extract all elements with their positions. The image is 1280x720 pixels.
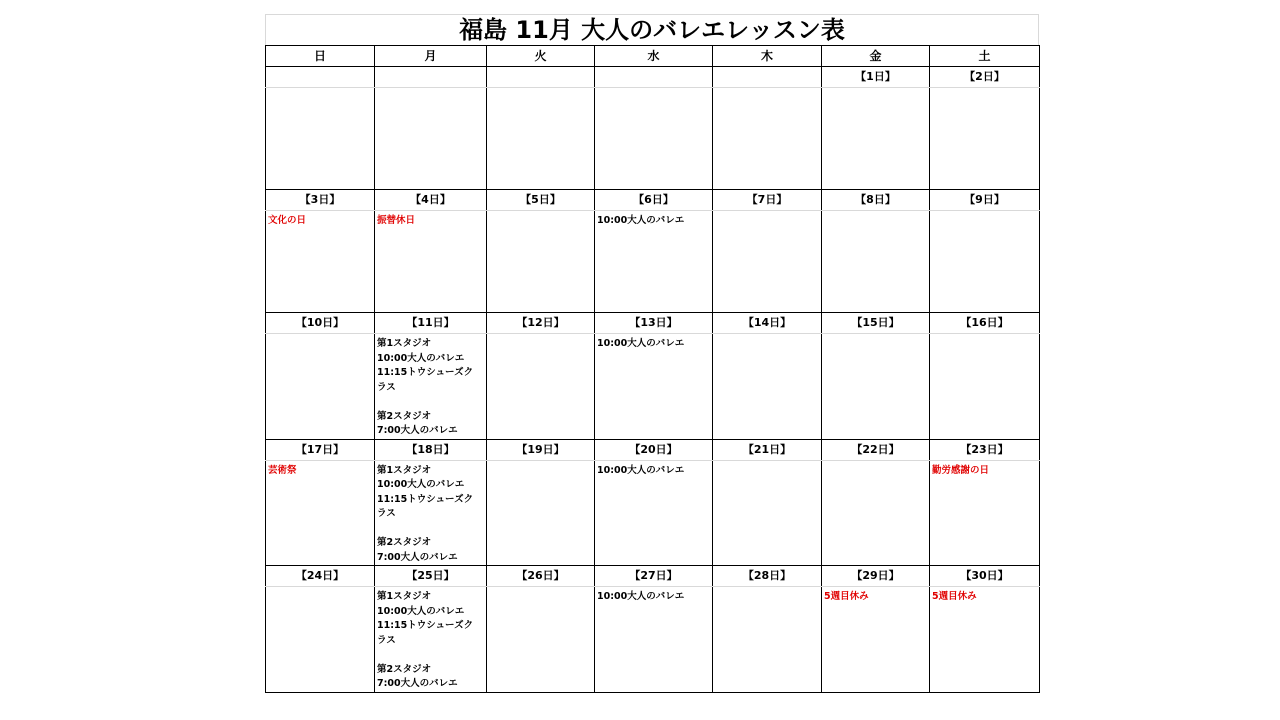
day-cell (487, 334, 595, 440)
lesson-entry: 10:00大人のバレエ (597, 338, 685, 349)
day-notes (713, 88, 821, 91)
day-number: 【16日】 (930, 313, 1040, 334)
day-cell (266, 460, 375, 566)
day-notes (930, 211, 1039, 214)
day-cell (266, 88, 375, 190)
day-notes (375, 587, 486, 692)
day-notes (930, 334, 1039, 337)
day-notes (266, 587, 374, 590)
date-row (266, 190, 1040, 211)
day-notes (266, 461, 374, 479)
day-number: 【20日】 (595, 439, 713, 460)
weekday-sat: 土 (930, 46, 1040, 67)
day-number: 【5日】 (487, 190, 595, 211)
day-cell (822, 587, 930, 693)
holiday-label: 振替休日 (377, 215, 416, 226)
date-row (266, 313, 1040, 334)
lesson-entry: 11:15トウシューズク ラス (377, 367, 474, 393)
holiday-label: 文化の日 (268, 215, 307, 226)
day-notes (487, 587, 594, 590)
date-row (266, 67, 1040, 88)
day-number: 【6日】 (595, 190, 713, 211)
day-number (595, 67, 713, 88)
lesson-entry: 第2スタジオ (377, 537, 432, 548)
day-cell (595, 334, 713, 440)
day-number: 【28日】 (713, 566, 822, 587)
lesson-entry: 10:00大人のバレエ (377, 605, 465, 617)
day-number (266, 67, 375, 88)
day-cell (266, 334, 375, 440)
day-number: 【22日】 (822, 439, 930, 460)
day-number: 【9日】 (930, 190, 1040, 211)
holiday-label: 5週目休み (824, 591, 869, 602)
day-notes (375, 211, 486, 229)
day-notes (822, 334, 929, 337)
lesson-entry: 10:00大人のバレエ (597, 464, 685, 476)
lesson-entry: 第1スタジオ (377, 591, 432, 602)
day-cell (487, 88, 595, 190)
day-cell (822, 334, 930, 440)
day-number: 【30日】 (930, 566, 1040, 587)
day-number: 【23日】 (930, 439, 1040, 460)
day-notes (822, 88, 929, 91)
day-cell (266, 211, 375, 313)
day-number: 【24日】 (266, 566, 375, 587)
day-notes (487, 461, 594, 464)
day-cell (266, 587, 375, 693)
calendar-table (265, 45, 1040, 693)
day-cell (487, 211, 595, 313)
day-cell (930, 211, 1040, 313)
day-number: 【8日】 (822, 190, 930, 211)
lesson-entry: 10:00大人のバレエ (377, 479, 465, 490)
day-notes (487, 211, 594, 214)
day-notes (375, 88, 486, 91)
schedule-row (266, 587, 1040, 693)
weekday-fri: 金 (822, 46, 930, 67)
day-number: 【21日】 (713, 439, 822, 460)
weekday-thu: 木 (713, 46, 822, 67)
day-cell (930, 587, 1040, 693)
day-notes (930, 461, 1039, 479)
lesson-schedule-sheet (265, 14, 1039, 693)
day-notes (595, 461, 712, 479)
holiday-label: 芸術祭 (268, 464, 297, 476)
day-number: 【18日】 (375, 439, 487, 460)
schedule-row (266, 211, 1040, 313)
day-notes (713, 211, 821, 214)
day-notes (595, 587, 712, 605)
day-cell (595, 587, 713, 693)
day-cell (375, 460, 487, 566)
lesson-entry: 10:00大人のバレエ (377, 352, 465, 364)
weekday-tue: 火 (487, 46, 595, 67)
lesson-entry: 10:00大人のバレエ (597, 591, 685, 602)
day-number: 【19日】 (487, 439, 595, 460)
weekday-sun: 日 (266, 46, 375, 67)
day-cell (930, 88, 1040, 190)
day-notes (595, 334, 712, 352)
day-cell (822, 88, 930, 190)
date-row (266, 439, 1040, 460)
weekday-header-row (266, 46, 1040, 67)
lesson-entry: 7:00大人のバレエ (377, 551, 458, 563)
lesson-entry: 11:15トウシューズク ラス (377, 620, 474, 646)
day-cell (375, 587, 487, 693)
day-notes (266, 334, 374, 337)
day-notes (713, 334, 821, 337)
day-notes (375, 461, 486, 566)
schedule-row (266, 334, 1040, 440)
day-notes (266, 88, 374, 91)
day-number: 【25日】 (375, 566, 487, 587)
weekday-mon: 月 (375, 46, 487, 67)
day-number: 【1日】 (822, 67, 930, 88)
day-cell (595, 211, 713, 313)
day-cell (713, 334, 822, 440)
day-cell (713, 88, 822, 190)
lesson-entry: 第2スタジオ (377, 663, 432, 675)
lesson-entry (377, 648, 486, 663)
day-notes (375, 334, 486, 439)
day-cell (375, 211, 487, 313)
lesson-entry (377, 522, 486, 537)
day-number: 【11日】 (375, 313, 487, 334)
page-title: 福島 11月 大人のバレエレッスン表 (265, 14, 1039, 45)
day-notes (713, 461, 821, 464)
day-cell (713, 211, 822, 313)
day-cell (375, 334, 487, 440)
day-notes (266, 211, 374, 229)
lesson-entry: 第2スタジオ (377, 410, 432, 422)
day-number (375, 67, 487, 88)
lesson-entry: 7:00大人のバレエ (377, 425, 458, 436)
lesson-entry: 10:00大人のバレエ (597, 215, 685, 226)
day-number: 【29日】 (822, 566, 930, 587)
day-number: 【17日】 (266, 439, 375, 460)
day-notes (930, 88, 1039, 91)
day-notes (713, 587, 821, 590)
day-cell (930, 460, 1040, 566)
day-number: 【13日】 (595, 313, 713, 334)
day-cell (487, 460, 595, 566)
day-notes (822, 211, 929, 214)
lesson-entry: 第1スタジオ (377, 338, 432, 349)
day-notes (595, 211, 712, 229)
day-number: 【27日】 (595, 566, 713, 587)
day-cell (930, 334, 1040, 440)
day-cell (822, 460, 930, 566)
day-number: 【10日】 (266, 313, 375, 334)
date-row (266, 566, 1040, 587)
lesson-entry (377, 395, 486, 410)
day-number: 【3日】 (266, 190, 375, 211)
lesson-entry: 7:00大人のバレエ (377, 678, 458, 689)
day-number: 【2日】 (930, 67, 1040, 88)
day-cell (822, 211, 930, 313)
day-notes (822, 587, 929, 605)
day-cell (595, 88, 713, 190)
day-notes (822, 461, 929, 464)
day-notes (930, 587, 1039, 605)
day-notes (595, 88, 712, 91)
day-notes (487, 334, 594, 337)
lesson-entry: 第1スタジオ (377, 464, 432, 476)
weekday-wed: 水 (595, 46, 713, 67)
day-number: 【7日】 (713, 190, 822, 211)
day-number: 【12日】 (487, 313, 595, 334)
schedule-row (266, 88, 1040, 190)
day-cell (595, 460, 713, 566)
day-number (487, 67, 595, 88)
holiday-label: 5週目休み (932, 591, 977, 602)
day-cell (713, 460, 822, 566)
day-number: 【15日】 (822, 313, 930, 334)
day-notes (487, 88, 594, 91)
day-cell (375, 88, 487, 190)
day-cell (713, 587, 822, 693)
lesson-entry: 11:15トウシューズク ラス (377, 493, 474, 519)
schedule-row (266, 460, 1040, 566)
day-cell (487, 587, 595, 693)
day-number: 【4日】 (375, 190, 487, 211)
day-number (713, 67, 822, 88)
day-number: 【14日】 (713, 313, 822, 334)
holiday-label: 勤労感謝の日 (932, 464, 990, 476)
day-number: 【26日】 (487, 566, 595, 587)
